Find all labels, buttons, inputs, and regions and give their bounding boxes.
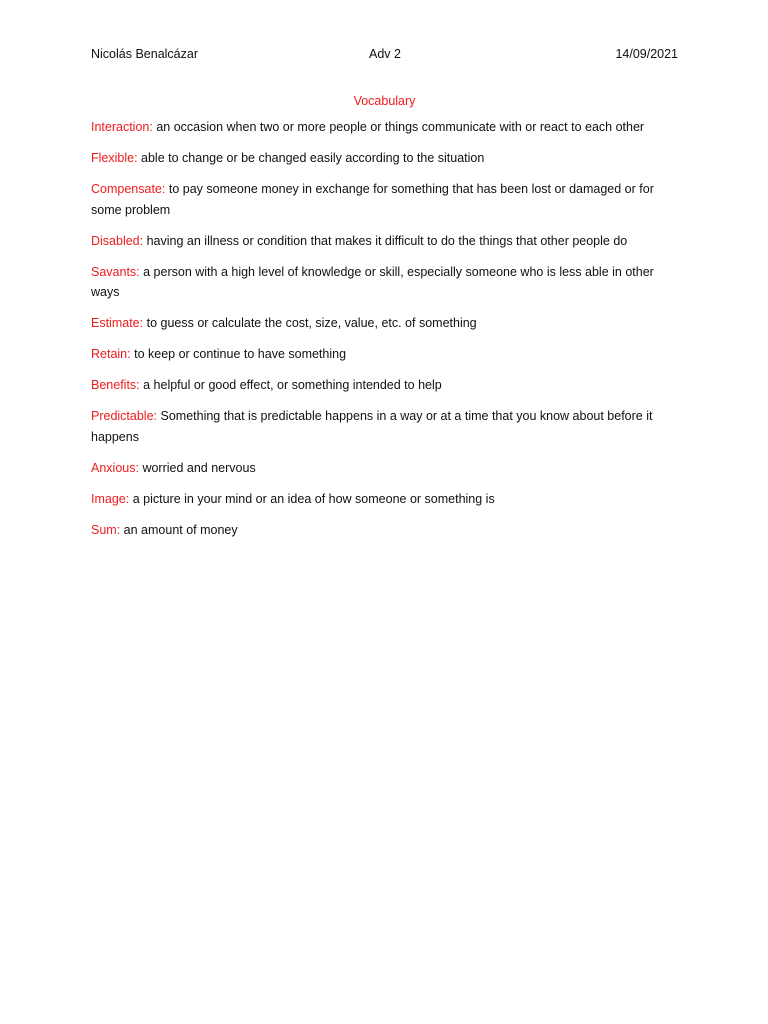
vocabulary-definition: to guess or calculate the cost, size, value, etc. of something — [146, 316, 477, 330]
vocabulary-entry — [91, 231, 678, 252]
vocabulary-definition: a helpful or good effect, or something intended to help — [143, 378, 442, 392]
vocabulary-entry — [91, 489, 678, 510]
document-header — [91, 47, 678, 67]
vocabulary-term: Interaction: — [91, 120, 153, 134]
vocabulary-entry — [91, 313, 678, 334]
vocabulary-entry — [91, 458, 678, 479]
vocabulary-definition: Something that is predictable happens in a way or at a time that you know about before it happens — [91, 409, 653, 444]
vocabulary-term: Benefits: — [91, 378, 140, 392]
vocabulary-definition: a picture in your mind or an idea of how someone or something is — [132, 491, 495, 506]
author-name: Nicolás Benalcázar — [91, 47, 198, 61]
vocabulary-term: Sum: — [91, 522, 121, 537]
vocabulary-term: Retain: — [91, 347, 131, 361]
vocabulary-entry — [91, 520, 678, 541]
vocabulary-term: Predictable: — [91, 409, 158, 423]
vocabulary-definition: having an illness or condition that makes it difficult to do the things that other people do — [146, 233, 628, 248]
vocabulary-term: Compensate: — [91, 182, 166, 196]
vocabulary-term: Estimate: — [91, 316, 144, 330]
vocabulary-term: Savants: — [91, 264, 140, 279]
vocabulary-term: Disabled: — [91, 233, 144, 248]
vocabulary-entry — [91, 344, 678, 365]
page-title: Vocabulary — [353, 94, 416, 108]
vocabulary-entry — [91, 406, 678, 447]
vocabulary-definition: to keep or continue to have something — [134, 347, 347, 361]
vocabulary-entry — [91, 148, 678, 169]
vocabulary-entry — [91, 262, 678, 303]
vocabulary-entry — [91, 375, 678, 396]
vocabulary-term: Image: — [91, 491, 130, 506]
vocabulary-term: Anxious: — [91, 460, 139, 475]
vocabulary-definition: an amount of money — [123, 522, 238, 537]
vocabulary-definition: an occasion when two or more people or things communicate with or react to each other — [156, 120, 645, 134]
course-label: Adv 2 — [369, 47, 401, 61]
vocabulary-definition: a person with a high level of knowledge or skill, especially someone who is less able in other ways — [91, 264, 654, 299]
vocabulary-list — [91, 117, 678, 540]
vocabulary-definition: to pay someone money in exchange for something that has been lost or damaged or for some problem — [91, 182, 654, 217]
vocabulary-definition: worried and nervous — [142, 460, 256, 475]
vocabulary-entry — [91, 179, 678, 220]
vocabulary-entry — [91, 117, 678, 138]
document-date: 14/09/2021 — [615, 47, 678, 61]
vocabulary-definition: able to change or be changed easily according to the situation — [141, 151, 485, 165]
vocabulary-term: Flexible: — [91, 151, 138, 165]
